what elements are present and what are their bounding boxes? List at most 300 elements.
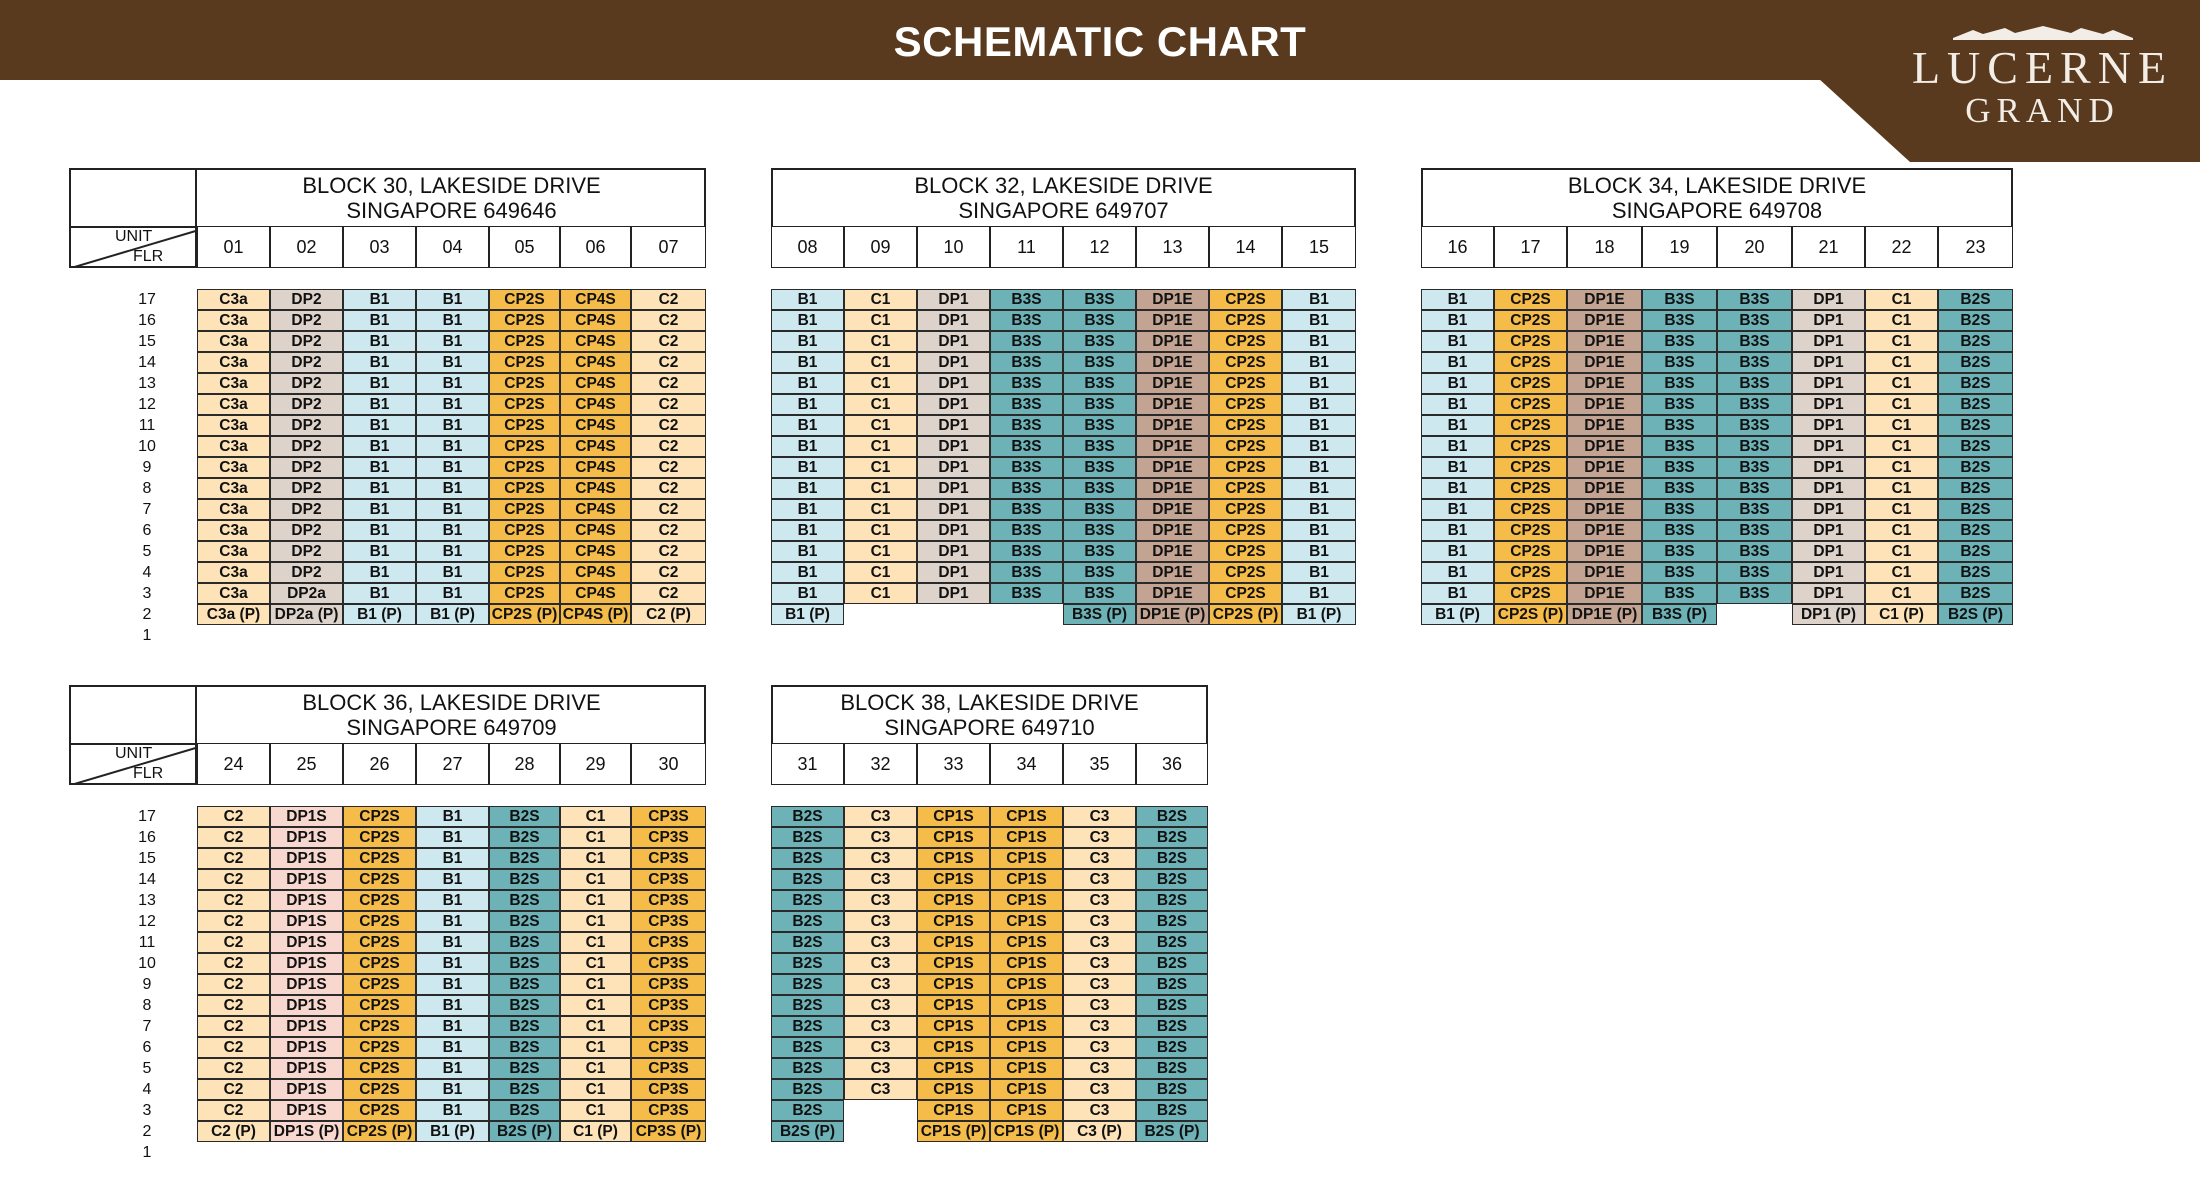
unit-number: 26 — [343, 743, 416, 785]
unit-type-cell: DP2 — [270, 310, 343, 331]
unit-label: UNIT — [115, 745, 153, 762]
unit-type-cell: B3S — [990, 310, 1063, 331]
unit-type-cell: C2 (P) — [631, 604, 706, 625]
unit-type-cell: B2S — [1938, 415, 2013, 436]
unit-type-cell: B3S — [1063, 583, 1136, 604]
unit-type-cell: C1 — [560, 953, 631, 974]
unit-stack — [1865, 289, 1938, 625]
unit-type-cell: C3 — [1063, 1079, 1136, 1100]
unit-type-cell: CP2S — [1494, 331, 1567, 352]
unit-type-cell: DP2 — [270, 352, 343, 373]
unit-stack — [343, 806, 416, 1142]
unit-type-cell: B3S (P) — [1642, 604, 1717, 625]
unit-type-cell: CP1S — [990, 995, 1063, 1016]
unit-type-cell: C1 — [1865, 583, 1938, 604]
unit-type-cell: B1 — [416, 869, 489, 890]
unit-type-cell: B1 — [1282, 562, 1356, 583]
unit-type-cell: CP2S — [1209, 436, 1282, 457]
unit-type-cell: CP3S — [631, 806, 706, 827]
unit-type-cell: CP2S — [489, 394, 560, 415]
floor-label: FLR — [133, 765, 164, 782]
unit-type-cell: DP1 — [1792, 520, 1865, 541]
unit-type-cell: B3S — [1642, 289, 1717, 310]
unit-type-cell: B1 — [1421, 415, 1494, 436]
unit-type-cell: B3S — [990, 562, 1063, 583]
unit-type-cell: DP1 — [1792, 352, 1865, 373]
unit-type-cell: DP2 — [270, 478, 343, 499]
block-postal: SINGAPORE 649646 — [346, 198, 557, 223]
corner-spacer — [71, 687, 197, 743]
unit-type-cell: B2S — [489, 953, 560, 974]
unit-type-cell: CP1S — [917, 1058, 990, 1079]
unit-type-cell: B1 — [343, 415, 416, 436]
unit-type-cell: B3S — [1063, 394, 1136, 415]
unit-stack — [416, 806, 489, 1142]
unit-type-cell: CP4S — [560, 415, 631, 436]
unit-type-cell: B2S — [1136, 890, 1208, 911]
unit-type-cell: C2 — [631, 394, 706, 415]
unit-type-cell: CP2S (P) — [489, 604, 560, 625]
unit-type-cell: CP2S — [489, 541, 560, 562]
unit-type-cell: B1 — [1421, 394, 1494, 415]
unit-type-cell: B1 — [343, 583, 416, 604]
unit-type-cell: B1 — [416, 541, 489, 562]
unit-type-cell: C3 — [844, 869, 917, 890]
unit-type-cell: DP1 — [1792, 415, 1865, 436]
unit-type-cell: CP1S — [990, 1079, 1063, 1100]
unit-type-cell: DP1E — [1136, 289, 1209, 310]
corner-spacer — [71, 170, 197, 226]
unit-type-cell: B1 — [416, 436, 489, 457]
unit-type-cell: CP1S (P) — [917, 1121, 990, 1142]
unit-type-cell: C1 — [560, 869, 631, 890]
floor-number: 9 — [142, 459, 152, 476]
unit-type-cell: DP1 — [1792, 289, 1865, 310]
unit-type-cell: B3S — [1063, 436, 1136, 457]
unit-type-cell: C2 — [631, 562, 706, 583]
unit-type-cell: B1 — [416, 373, 489, 394]
unit-type-cell: B2S — [1136, 1037, 1208, 1058]
unit-type-cell: C3 — [1063, 932, 1136, 953]
unit-type-cell: CP2S — [1494, 394, 1567, 415]
unit-type-cell: B3S — [1642, 499, 1717, 520]
unit-type-cell: CP3S — [631, 869, 706, 890]
unit-number: 01 — [197, 226, 270, 268]
unit-type-cell: B2S — [771, 1079, 844, 1100]
floor-number: 10 — [138, 955, 156, 972]
unit-type-cell: DP1 — [1792, 331, 1865, 352]
unit-type-cell: DP1 — [1792, 478, 1865, 499]
unit-type-cell: DP2 — [270, 520, 343, 541]
floor-number: 2 — [142, 1123, 152, 1140]
unit-type-cell: B2S — [1938, 478, 2013, 499]
unit-type-cell: C2 — [197, 806, 270, 827]
unit-type-cell: C1 — [1865, 562, 1938, 583]
unit-type-cell: CP3S — [631, 848, 706, 869]
unit-type-cell: B1 — [416, 995, 489, 1016]
unit-type-cell: B1 — [1421, 289, 1494, 310]
unit-type-cell: B1 — [1421, 436, 1494, 457]
floor-number: 13 — [138, 892, 156, 909]
unit-type-cell: DP1E — [1136, 394, 1209, 415]
floor-number: 8 — [142, 480, 152, 497]
unit-number: 16 — [1421, 226, 1494, 268]
unit-type-cell: C2 — [631, 520, 706, 541]
unit-stack — [844, 289, 917, 625]
unit-type-cell: C2 — [197, 911, 270, 932]
unit-type-cell: C1 — [560, 974, 631, 995]
unit-type-cell: DP1 — [917, 394, 990, 415]
block-header — [771, 685, 1208, 745]
unit-type-cell: B2S — [771, 974, 844, 995]
block-name: BLOCK 30, LAKESIDE DRIVE — [302, 173, 601, 198]
unit-type-cell: CP2S — [1209, 457, 1282, 478]
unit-type-cell: DP1S — [270, 1058, 343, 1079]
unit-type-cell: B2S (P) — [1938, 604, 2013, 625]
floor-number: 1 — [142, 1144, 152, 1161]
floor-number: 11 — [138, 934, 156, 951]
unit-type-cell: CP2S — [1209, 583, 1282, 604]
unit-stack — [771, 806, 844, 1142]
unit-type-cell: CP2S — [1209, 562, 1282, 583]
unit-type-cell: B3S — [1642, 331, 1717, 352]
unit-type-cell: DP1E (P) — [1136, 604, 1209, 625]
unit-type-cell: CP2S — [489, 310, 560, 331]
unit-type-cell: B1 — [343, 394, 416, 415]
floor-label: FLR — [133, 248, 164, 265]
unit-type-cell: B1 — [416, 310, 489, 331]
unit-type-cell: B2S — [489, 911, 560, 932]
unit-type-cell: B3S — [990, 415, 1063, 436]
unit-type-cell: B3S — [1642, 583, 1717, 604]
unit-type-cell: B3S — [1063, 478, 1136, 499]
unit-type-cell: C3 — [1063, 953, 1136, 974]
unit-type-cell: B1 — [416, 478, 489, 499]
unit-type-cell: DP1E — [1567, 520, 1642, 541]
floor-number: 15 — [138, 333, 156, 350]
unit-type-cell: CP4S — [560, 331, 631, 352]
unit-type-cell: C3a — [197, 331, 270, 352]
unit-type-cell: C1 — [844, 478, 917, 499]
unit-type-cell: CP2S — [1494, 583, 1567, 604]
unit-type-cell: B1 — [343, 520, 416, 541]
floor-number: 4 — [142, 564, 152, 581]
unit-type-cell: C3a — [197, 436, 270, 457]
unit-type-cell: C1 — [844, 352, 917, 373]
unit-type-cell: CP1S — [990, 911, 1063, 932]
unit-type-cell: CP2S — [1209, 541, 1282, 562]
unit-type-cell: B3S — [1717, 583, 1792, 604]
unit-type-cell: C1 — [844, 394, 917, 415]
unit-type-cell: B1 — [771, 310, 844, 331]
unit-type-cell — [844, 1121, 917, 1142]
unit-type-cell: CP2S — [489, 373, 560, 394]
unit-stack — [197, 289, 270, 625]
unit-type-cell: B2S (P) — [489, 1121, 560, 1142]
unit-type-cell: CP1S — [917, 1100, 990, 1121]
unit-type-cell: C3 — [844, 890, 917, 911]
unit-type-cell: CP2S — [489, 289, 560, 310]
unit-type-cell: C1 — [560, 995, 631, 1016]
unit-stack — [1282, 289, 1356, 625]
unit-type-cell: CP3S — [631, 890, 706, 911]
unit-type-cell: B2S — [1938, 583, 2013, 604]
unit-type-cell: C3 — [1063, 1037, 1136, 1058]
unit-type-cell: B1 — [1282, 352, 1356, 373]
unit-type-cell: C1 — [560, 932, 631, 953]
unit-type-cell: CP4S — [560, 289, 631, 310]
unit-type-cell: CP1S — [990, 1037, 1063, 1058]
unit-type-cell: B1 (P) — [771, 604, 844, 625]
unit-type-cell: B2S — [1136, 869, 1208, 890]
unit-type-cell: B2S — [771, 806, 844, 827]
unit-type-cell: B1 — [343, 352, 416, 373]
unit-number-row — [1421, 226, 2013, 268]
unit-type-cell: DP1E — [1567, 499, 1642, 520]
unit-type-cell: DP1S — [270, 1037, 343, 1058]
unit-type-cell: CP1S — [990, 932, 1063, 953]
unit-number: 35 — [1063, 743, 1136, 785]
unit-type-cell: DP1E — [1136, 583, 1209, 604]
unit-number: 36 — [1136, 743, 1208, 785]
unit-type-cell: B2S — [1938, 436, 2013, 457]
unit-type-cell: C3a — [197, 352, 270, 373]
unit-type-cell: B1 — [771, 373, 844, 394]
unit-type-cell: B2S — [771, 911, 844, 932]
unit-number: 15 — [1282, 226, 1356, 268]
unit-type-cell: B1 — [416, 499, 489, 520]
unit-type-cell: CP2S — [489, 436, 560, 457]
unit-type-cell: C1 — [560, 1037, 631, 1058]
unit-type-cell: DP1E — [1136, 520, 1209, 541]
unit-type-cell: B1 — [771, 415, 844, 436]
floor-number: 16 — [138, 829, 156, 846]
unit-type-cell: C3 — [1063, 1100, 1136, 1121]
unit-type-cell: C2 — [631, 541, 706, 562]
unit-type-cell: C2 — [197, 995, 270, 1016]
unit-stack — [917, 806, 990, 1142]
unit-type-cell: B1 — [1421, 478, 1494, 499]
unit-number: 30 — [631, 743, 706, 785]
unit-type-cell: DP1 — [1792, 394, 1865, 415]
unit-type-cell: C2 — [631, 583, 706, 604]
unit-type-cell: C3a — [197, 289, 270, 310]
unit-type-cell: C1 — [1865, 373, 1938, 394]
floor-number: 12 — [138, 396, 156, 413]
unit-label: UNIT — [115, 228, 153, 245]
unit-number: 21 — [1792, 226, 1865, 268]
unit-type-cell: DP1 — [917, 520, 990, 541]
unit-type-cell: B1 — [1421, 541, 1494, 562]
unit-stack — [1938, 289, 2013, 625]
unit-type-cell: B3S — [1642, 373, 1717, 394]
unit-type-cell: DP1S — [270, 911, 343, 932]
unit-type-cell: B2S — [1938, 562, 2013, 583]
unit-type-cell: B1 — [1421, 310, 1494, 331]
unit-number: 22 — [1865, 226, 1938, 268]
unit-stack — [771, 289, 844, 625]
unit-type-cell: DP1E — [1567, 352, 1642, 373]
unit-type-cell: B2S — [771, 1100, 844, 1121]
unit-type-cell: CP2S — [343, 953, 416, 974]
unit-type-cell: CP3S — [631, 911, 706, 932]
unit-type-cell: C2 — [197, 1016, 270, 1037]
floor-number: 6 — [142, 522, 152, 539]
unit-type-cell: C3 — [844, 995, 917, 1016]
unit-stack — [1063, 289, 1136, 625]
unit-type-cell: C3a — [197, 520, 270, 541]
unit-type-cell: CP1S — [990, 974, 1063, 995]
unit-type-cell: B2S — [771, 932, 844, 953]
unit-type-cell: C3 — [1063, 911, 1136, 932]
unit-type-cell: C3 — [1063, 806, 1136, 827]
unit-number: 34 — [990, 743, 1063, 785]
unit-type-cell: DP1 — [917, 541, 990, 562]
unit-type-cell: DP1E — [1136, 373, 1209, 394]
unit-type-cell: CP2S — [489, 352, 560, 373]
unit-type-cell: B3S — [990, 436, 1063, 457]
unit-type-cell: B3S — [1642, 562, 1717, 583]
unit-type-cell: B2S — [1938, 520, 2013, 541]
unit-type-cell: C3 — [844, 1079, 917, 1100]
unit-type-cell: C2 — [197, 890, 270, 911]
unit-type-cell: B1 — [416, 1058, 489, 1079]
unit-type-cell: C3 — [1063, 827, 1136, 848]
unit-type-cell: CP2S — [343, 974, 416, 995]
unit-type-cell: B1 — [771, 583, 844, 604]
unit-type-cell: DP1S — [270, 995, 343, 1016]
unit-type-cell: CP2S — [1209, 478, 1282, 499]
unit-type-cell: DP1 — [917, 352, 990, 373]
unit-type-cell: CP2S — [489, 415, 560, 436]
floor-number: 3 — [142, 585, 152, 602]
unit-type-cell: C1 — [844, 289, 917, 310]
unit-type-cell: CP1S — [990, 848, 1063, 869]
unit-type-cell: C3 — [844, 974, 917, 995]
floor-number: 15 — [138, 850, 156, 867]
unit-type-cell: B3S — [1717, 499, 1792, 520]
unit-type-cell: CP2S — [1209, 331, 1282, 352]
unit-type-cell: C3a — [197, 499, 270, 520]
unit-type-cell: CP2S — [343, 869, 416, 890]
unit-type-cell: CP3S (P) — [631, 1121, 706, 1142]
unit-type-cell: B1 — [416, 932, 489, 953]
unit-type-cell: B2S — [489, 1079, 560, 1100]
unit-stack — [270, 806, 343, 1142]
unit-number: 24 — [197, 743, 270, 785]
unit-type-cell: B1 — [416, 520, 489, 541]
unit-type-cell: DP1 — [917, 478, 990, 499]
unit-number: 03 — [343, 226, 416, 268]
unit-type-cell: B3S — [1717, 562, 1792, 583]
unit-type-cell: CP1S — [990, 806, 1063, 827]
unit-number: 18 — [1567, 226, 1642, 268]
unit-type-cell: B1 — [771, 352, 844, 373]
unit-type-cell — [1717, 604, 1792, 625]
unit-type-cell: B3S — [1717, 436, 1792, 457]
unit-type-cell: CP2S — [1494, 436, 1567, 457]
unit-type-cell: B3S — [1642, 541, 1717, 562]
unit-type-cell: C3 — [844, 1037, 917, 1058]
unit-type-cell: B3S — [1063, 352, 1136, 373]
unit-stack — [489, 289, 560, 625]
unit-type-cell: B1 — [1282, 520, 1356, 541]
unit-type-cell: B1 — [416, 890, 489, 911]
unit-type-cell: C2 — [631, 478, 706, 499]
unit-type-cell: DP1 — [1792, 541, 1865, 562]
unit-type-cell: C2 — [197, 1100, 270, 1121]
unit-type-cell: C1 — [1865, 415, 1938, 436]
floor-number: 14 — [138, 354, 156, 371]
unit-type-cell: B1 — [343, 373, 416, 394]
unit-type-cell: B1 — [343, 310, 416, 331]
unit-type-cell: B2S — [489, 974, 560, 995]
unit-type-cell: CP1S — [990, 1058, 1063, 1079]
unit-type-cell: B2S — [771, 1037, 844, 1058]
unit-type-cell: B1 — [416, 1016, 489, 1037]
unit-number: 29 — [560, 743, 631, 785]
unit-number: 28 — [489, 743, 560, 785]
unit-type-cell: DP1 — [1792, 583, 1865, 604]
unit-type-cell: B2S — [489, 1058, 560, 1079]
unit-type-cell: CP2S — [1209, 373, 1282, 394]
unit-type-cell: B3S — [1063, 310, 1136, 331]
unit-type-cell: C1 — [1865, 478, 1938, 499]
unit-type-cell: CP2S — [1494, 415, 1567, 436]
unit-type-cell: CP2S — [1494, 520, 1567, 541]
unit-type-cell: B1 — [771, 562, 844, 583]
unit-type-cell: CP1S (P) — [990, 1121, 1063, 1142]
unit-type-cell: DP2 — [270, 373, 343, 394]
unit-type-cell: CP4S — [560, 394, 631, 415]
unit-type-cell: B2S — [1136, 1058, 1208, 1079]
unit-type-cell: DP1E — [1136, 499, 1209, 520]
unit-type-cell: C1 — [560, 1100, 631, 1121]
unit-type-cell: C3 — [1063, 1058, 1136, 1079]
unit-type-cell: B1 — [416, 457, 489, 478]
unit-type-cell: DP1E — [1567, 457, 1642, 478]
unit-type-cell: CP4S — [560, 373, 631, 394]
unit-type-cell: CP2S — [489, 520, 560, 541]
floor-number: 9 — [142, 976, 152, 993]
unit-type-cell: CP4S — [560, 499, 631, 520]
unit-number-row — [197, 743, 706, 785]
unit-type-cell: C1 — [560, 911, 631, 932]
unit-type-cell: B1 — [416, 289, 489, 310]
unit-type-cell: C2 (P) — [197, 1121, 270, 1142]
block-postal: SINGAPORE 649710 — [884, 715, 1095, 740]
unit-type-cell: CP3S — [631, 1016, 706, 1037]
unit-type-cell: B2S — [489, 890, 560, 911]
unit-type-cell: C2 — [197, 1058, 270, 1079]
unit-type-cell: B2S — [489, 869, 560, 890]
unit-type-cell: B1 — [416, 827, 489, 848]
unit-type-cell: C2 — [631, 457, 706, 478]
unit-type-cell: DP1E — [1136, 331, 1209, 352]
unit-type-cell: DP2 — [270, 562, 343, 583]
unit-stack — [990, 289, 1063, 625]
unit-type-cell: B2S — [1136, 1100, 1208, 1121]
unit-type-cell: B3S — [1717, 310, 1792, 331]
unit-type-cell: C1 — [1865, 499, 1938, 520]
unit-type-cell: B2S — [1938, 310, 2013, 331]
unit-type-cell: B2S — [1938, 541, 2013, 562]
unit-type-cell: B2S — [1136, 848, 1208, 869]
unit-type-cell: DP1 — [917, 373, 990, 394]
unit-type-cell: C2 — [631, 499, 706, 520]
unit-type-cell: B2S — [489, 848, 560, 869]
unit-type-cell: DP1 — [1792, 373, 1865, 394]
